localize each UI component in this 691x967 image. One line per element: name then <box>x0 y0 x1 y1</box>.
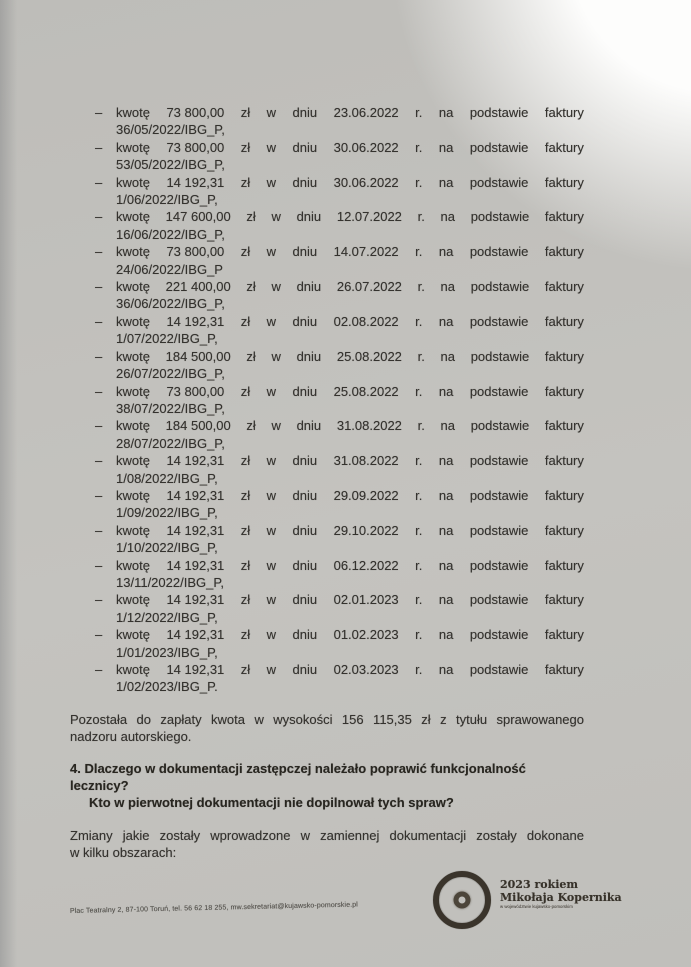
word-dniu: dniu <box>292 383 318 399</box>
payment-list-item <box>70 661 584 696</box>
word-kwote: kwotę <box>116 418 150 434</box>
word-w: w <box>271 279 281 295</box>
word-kwote: kwotę <box>116 487 150 503</box>
word-na: na <box>438 174 454 190</box>
word-w: w <box>266 662 277 677</box>
bullet-dash-icon: – <box>95 662 103 677</box>
word-faktury: faktury <box>544 383 584 399</box>
payment-amount: 73 800,00 <box>166 105 225 120</box>
bullet-dash-icon: – <box>95 279 103 295</box>
word-r: r. <box>417 348 425 364</box>
invoice-number: 1/09/2022/IBG_P, <box>116 505 218 521</box>
copernicus-orbit-icon <box>433 871 491 929</box>
payment-line <box>116 452 584 469</box>
word-faktury: faktury <box>544 557 584 573</box>
payment-item-body <box>116 208 584 243</box>
bullet-dash-icon: – <box>95 313 103 329</box>
payment-item-body <box>116 417 584 452</box>
payment-line <box>116 522 584 539</box>
word-zl: zł <box>240 662 251 677</box>
word-podstawie: podstawie <box>469 627 529 643</box>
word-faktury: faktury <box>544 627 584 643</box>
payment-line <box>116 661 584 678</box>
payment-amount: 73 800,00 <box>166 139 225 155</box>
word-kwote: kwotę <box>116 348 150 364</box>
word-w: w <box>266 313 277 329</box>
word-w: w <box>266 557 277 573</box>
word-w: w <box>266 174 277 190</box>
bullet-dash-icon: – <box>95 105 103 120</box>
word-podstawie: podstawie <box>469 313 529 329</box>
word-zl: zł <box>240 313 251 329</box>
invoice-number: 1/02/2023/IBG_P. <box>116 679 218 695</box>
word-dniu: dniu <box>292 557 318 573</box>
payment-amount: 221 400,00 <box>165 279 231 295</box>
word-dniu: dniu <box>292 174 318 190</box>
word-r: r. <box>415 627 423 643</box>
invoice-number: 36/06/2022/IBG_P, <box>116 296 225 312</box>
logo-line-name: Mikołaja Kopernika <box>500 890 622 904</box>
word-faktury: faktury <box>544 662 584 677</box>
payment-list-item <box>70 626 584 661</box>
invoice-number: 13/11/2022/IBG_P, <box>116 574 224 590</box>
word-w: w <box>266 627 277 643</box>
payment-amount: 14 192,31 <box>166 174 225 190</box>
invoice-number: 36/05/2022/IBG_P, <box>116 122 225 138</box>
payment-list-item <box>70 104 584 139</box>
payment-list-item <box>70 243 584 278</box>
word-w: w <box>266 487 277 503</box>
word-kwote: kwotę <box>116 279 150 295</box>
payment-list-item <box>70 452 584 487</box>
word-dniu: dniu <box>296 348 322 364</box>
invoice-number: 38/07/2022/IBG_P, <box>116 400 225 416</box>
word-kwote: kwotę <box>116 209 150 225</box>
payment-line <box>116 104 584 121</box>
word-r: r. <box>415 487 423 503</box>
word-kwote: kwotę <box>116 244 150 260</box>
bullet-dash-icon: – <box>95 209 103 225</box>
payment-date: 02.03.2023 <box>333 662 399 677</box>
invoice-number: 24/06/2022/IBG_P <box>116 261 223 277</box>
invoice-number: 53/05/2022/IBG_P, <box>116 157 225 173</box>
word-zl: zł <box>240 522 251 538</box>
payment-list-item <box>70 174 584 209</box>
word-podstawie: podstawie <box>469 174 529 190</box>
payment-line <box>116 487 584 504</box>
bullet-dash-icon: – <box>95 139 103 155</box>
word-r: r. <box>415 592 423 608</box>
word-faktury: faktury <box>544 209 584 225</box>
payment-line <box>116 313 584 330</box>
word-r: r. <box>415 313 423 329</box>
word-dniu: dniu <box>292 139 318 155</box>
word-kwote: kwotę <box>116 557 150 573</box>
bullet-dash-icon: – <box>95 557 103 573</box>
word-zl: zł <box>246 279 256 295</box>
payment-amount: 14 192,31 <box>166 453 225 469</box>
copernicus-2023-logo <box>433 871 622 929</box>
payment-list <box>70 104 584 696</box>
word-faktury: faktury <box>544 453 584 469</box>
word-w: w <box>266 522 277 538</box>
payment-amount: 14 192,31 <box>166 313 225 329</box>
word-w: w <box>266 592 277 608</box>
word-r: r. <box>415 453 423 469</box>
payment-date: 26.07.2022 <box>336 279 402 295</box>
word-zl: zł <box>240 557 251 573</box>
word-kwote: kwotę <box>116 453 150 469</box>
word-na: na <box>438 105 454 120</box>
word-w: w <box>271 418 281 434</box>
payment-line <box>116 278 584 295</box>
payment-item-body <box>116 661 584 696</box>
question-4-heading <box>70 760 584 812</box>
invoice-number: 26/07/2022/IBG_P, <box>116 366 225 382</box>
word-r: r. <box>417 209 425 225</box>
word-zl: zł <box>240 174 251 190</box>
word-dniu: dniu <box>292 313 318 329</box>
payment-item-body <box>116 591 584 626</box>
word-kwote: kwotę <box>116 627 150 643</box>
word-podstawie: podstawie <box>469 487 529 503</box>
bullet-dash-icon: – <box>95 418 103 434</box>
payment-date: 23.06.2022 <box>333 105 399 120</box>
word-faktury: faktury <box>544 418 584 434</box>
word-w: w <box>271 348 281 364</box>
word-zl: zł <box>240 627 251 643</box>
payment-amount: 14 192,31 <box>166 662 225 677</box>
payment-date: 12.07.2022 <box>336 209 402 225</box>
bullet-dash-icon: – <box>95 522 103 538</box>
word-faktury: faktury <box>544 105 584 120</box>
copernicus-orbit-core-icon <box>454 892 471 909</box>
footer-address: Plac Teatralny 2, 87-100 Toruń, tel. 56 62 18 255, mw.sekretariat@kujawsko-pomorskie.pl <box>69 901 359 915</box>
word-kwote: kwotę <box>116 662 150 677</box>
invoice-number: 1/01/2023/IBG_P, <box>116 644 218 660</box>
payment-item-body <box>116 313 584 348</box>
payment-line <box>116 174 584 191</box>
word-faktury: faktury <box>544 313 584 329</box>
word-zl: zł <box>246 209 256 225</box>
invoice-number: 1/07/2022/IBG_P, <box>116 331 218 347</box>
word-r: r. <box>415 139 423 155</box>
word-faktury: faktury <box>544 244 584 260</box>
payment-date: 14.07.2022 <box>333 244 399 260</box>
payment-date: 31.08.2022 <box>333 453 399 469</box>
word-dniu: dniu <box>296 209 322 225</box>
payment-list-item <box>70 383 584 418</box>
word-podstawie: podstawie <box>470 348 530 364</box>
payment-list-item <box>70 313 584 348</box>
paragraph-line: nadzoru autorskiego. <box>70 729 192 745</box>
payment-line <box>116 208 584 225</box>
payment-item-body <box>116 104 584 139</box>
word-zl: zł <box>240 105 251 120</box>
word-r: r. <box>415 522 423 538</box>
word-kwote: kwotę <box>116 105 150 120</box>
word-na: na <box>440 418 455 434</box>
word-w: w <box>266 105 277 120</box>
payment-item-body <box>116 243 584 278</box>
payment-date: 31.08.2022 <box>336 418 402 434</box>
remaining-amount-paragraph <box>70 711 584 746</box>
payment-list-item <box>70 557 584 592</box>
changes-paragraph <box>70 827 584 862</box>
payment-line <box>116 626 584 643</box>
word-r: r. <box>415 244 423 260</box>
bullet-dash-icon: – <box>95 348 103 364</box>
word-na: na <box>440 279 455 295</box>
word-podstawie: podstawie <box>469 244 529 260</box>
payment-list-item <box>70 278 584 313</box>
word-r: r. <box>415 174 423 190</box>
payment-amount: 14 192,31 <box>166 522 225 538</box>
word-dniu: dniu <box>292 522 318 538</box>
payment-amount: 14 192,31 <box>166 557 225 573</box>
bullet-dash-icon: – <box>95 627 103 643</box>
word-na: na <box>438 487 454 503</box>
payment-date: 30.06.2022 <box>333 139 399 155</box>
word-kwote: kwotę <box>116 139 150 155</box>
bullet-dash-icon: – <box>95 592 103 608</box>
payment-line <box>116 243 584 260</box>
word-faktury: faktury <box>544 348 584 364</box>
payment-amount: 14 192,31 <box>166 592 225 608</box>
word-faktury: faktury <box>544 592 584 608</box>
payment-date: 02.01.2023 <box>333 592 399 608</box>
word-dniu: dniu <box>292 592 318 608</box>
payment-line <box>116 417 584 434</box>
word-na: na <box>440 209 455 225</box>
word-na: na <box>438 627 454 643</box>
payment-line <box>116 383 584 400</box>
payment-item-body <box>116 348 584 383</box>
paragraph-line: Pozostała do zapłaty kwota w wysokości 156 115,35 zł z tytułu sprawowanego <box>70 711 584 727</box>
payment-date: 25.08.2022 <box>336 348 402 364</box>
payment-date: 06.12.2022 <box>333 557 399 573</box>
word-na: na <box>438 244 454 260</box>
word-kwote: kwotę <box>116 313 150 329</box>
word-na: na <box>438 453 454 469</box>
word-zl: zł <box>240 453 251 469</box>
word-podstawie: podstawie <box>469 383 529 399</box>
word-podstawie: podstawie <box>470 279 530 295</box>
word-r: r. <box>417 279 425 295</box>
payment-item-body <box>116 557 584 592</box>
word-r: r. <box>415 383 423 399</box>
word-w: w <box>266 139 277 155</box>
payment-item-body <box>116 487 584 522</box>
payment-amount: 184 500,00 <box>165 418 231 434</box>
payment-date: 30.06.2022 <box>333 174 399 190</box>
word-dniu: dniu <box>292 244 318 260</box>
word-zl: zł <box>240 592 251 608</box>
word-na: na <box>440 348 455 364</box>
word-faktury: faktury <box>544 487 584 503</box>
payment-list-item <box>70 348 584 383</box>
payment-amount: 73 800,00 <box>166 383 225 399</box>
invoice-number: 1/10/2022/IBG_P, <box>116 540 218 556</box>
payment-line <box>116 348 584 365</box>
word-na: na <box>438 557 454 573</box>
word-podstawie: podstawie <box>469 139 529 155</box>
payment-line <box>116 591 584 608</box>
word-podstawie: podstawie <box>469 557 529 573</box>
word-zl: zł <box>246 348 256 364</box>
word-faktury: faktury <box>544 522 584 538</box>
word-zl: zł <box>240 383 251 399</box>
payment-amount: 73 800,00 <box>166 244 225 260</box>
word-dniu: dniu <box>292 105 318 120</box>
word-podstawie: podstawie <box>469 522 529 538</box>
word-faktury: faktury <box>544 279 584 295</box>
payment-date: 01.02.2023 <box>333 627 399 643</box>
payment-line <box>116 557 584 574</box>
word-na: na <box>438 383 454 399</box>
word-dniu: dniu <box>296 418 322 434</box>
word-kwote: kwotę <box>116 592 150 608</box>
word-na: na <box>438 139 454 155</box>
payment-amount: 14 192,31 <box>166 627 225 643</box>
word-zl: zł <box>240 244 251 260</box>
word-podstawie: podstawie <box>469 453 529 469</box>
word-r: r. <box>415 557 423 573</box>
word-w: w <box>271 209 281 225</box>
payment-date: 25.08.2022 <box>333 383 399 399</box>
payment-list-item <box>70 208 584 243</box>
payment-amount: 147 600,00 <box>165 209 231 225</box>
bullet-dash-icon: – <box>95 244 103 260</box>
payment-item-body <box>116 139 584 174</box>
word-w: w <box>266 383 277 399</box>
invoice-number: 16/06/2022/IBG_P, <box>116 226 225 242</box>
copernicus-logo-text <box>500 879 622 912</box>
word-podstawie: podstawie <box>469 662 529 677</box>
word-podstawie: podstawie <box>470 418 530 434</box>
word-r: r. <box>415 662 423 677</box>
word-podstawie: podstawie <box>469 105 529 120</box>
payment-list-item <box>70 417 584 452</box>
word-dniu: dniu <box>292 627 318 643</box>
word-r: r. <box>415 105 423 120</box>
word-zl: zł <box>246 418 256 434</box>
payment-date: 02.08.2022 <box>333 313 399 329</box>
invoice-number: 1/12/2022/IBG_P, <box>116 609 218 625</box>
word-dniu: dniu <box>292 487 318 503</box>
bullet-dash-icon: – <box>95 383 103 399</box>
payment-amount: 184 500,00 <box>165 348 231 364</box>
word-zl: zł <box>240 139 251 155</box>
word-na: na <box>438 313 454 329</box>
word-r: r. <box>417 418 425 434</box>
paragraph-line: 4. Dlaczego w dokumentacji zastępczej należało poprawić funkcjonalność lecznicy? <box>70 760 526 794</box>
word-faktury: faktury <box>544 139 584 155</box>
payment-list-item <box>70 487 584 522</box>
word-na: na <box>438 522 454 538</box>
bullet-dash-icon: – <box>95 453 103 469</box>
payment-list-item <box>70 522 584 557</box>
invoice-number: 28/07/2022/IBG_P, <box>116 435 225 451</box>
word-w: w <box>266 244 277 260</box>
word-w: w <box>266 453 277 469</box>
logo-line-year: 2023 rokiem <box>500 878 579 891</box>
payment-item-body <box>116 626 584 661</box>
word-dniu: dniu <box>296 279 322 295</box>
payment-date: 29.10.2022 <box>333 522 399 538</box>
word-kwote: kwotę <box>116 174 150 190</box>
word-dniu: dniu <box>292 453 318 469</box>
word-dniu: dniu <box>292 662 318 677</box>
payment-item-body <box>116 452 584 487</box>
word-kwote: kwotę <box>116 522 150 538</box>
word-podstawie: podstawie <box>470 209 530 225</box>
invoice-number: 1/06/2022/IBG_P, <box>116 192 218 208</box>
payment-line <box>116 139 584 156</box>
word-faktury: faktury <box>544 174 584 190</box>
paragraph-line: w kilku obszarach: <box>70 845 177 861</box>
document-content <box>70 104 584 862</box>
invoice-number: 1/08/2022/IBG_P, <box>116 470 218 486</box>
payment-list-item <box>70 139 584 174</box>
logo-line-region: w województwie kujawsko-pomorskim <box>500 905 573 910</box>
word-na: na <box>438 662 454 677</box>
payment-date: 29.09.2022 <box>333 487 399 503</box>
word-zl: zł <box>240 487 251 503</box>
word-na: na <box>438 592 454 608</box>
payment-item-body <box>116 278 584 313</box>
bullet-dash-icon: – <box>95 174 103 190</box>
payment-item-body <box>116 174 584 209</box>
payment-amount: 14 192,31 <box>166 487 225 503</box>
word-kwote: kwotę <box>116 383 150 399</box>
payment-item-body <box>116 522 584 557</box>
word-podstawie: podstawie <box>469 592 529 608</box>
paragraph-line: Zmiany jakie zostały wprowadzone w zamiennej dokumentacji zostały dokonane <box>70 827 584 843</box>
payment-list-item <box>70 591 584 626</box>
paragraph-line: Kto w pierwotnej dokumentacji nie dopilnował tych spraw? <box>89 795 454 811</box>
payment-item-body <box>116 383 584 418</box>
bullet-dash-icon: – <box>95 487 103 503</box>
